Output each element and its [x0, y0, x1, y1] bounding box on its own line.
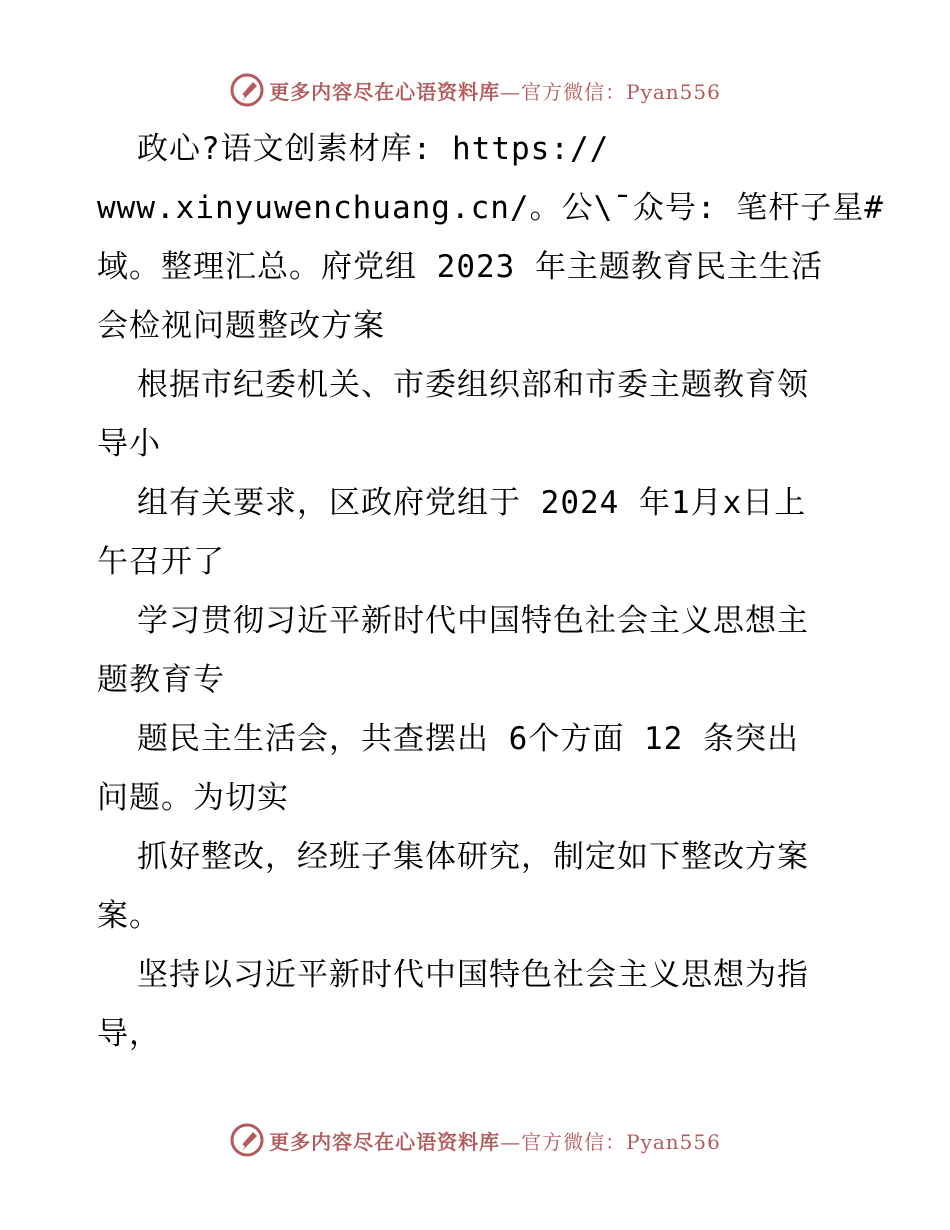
text-line: 组有关要求，区政府党组于 2024 年1月x日上 [137, 485, 807, 521]
text-line: 题教育专 [97, 662, 225, 698]
text-line: 域。整理汇总。府党组 2023 年主题教育民主生活 [97, 249, 823, 285]
pen-logo-icon [229, 72, 265, 108]
text-line: 政心?语文创素材库: https:// [137, 131, 610, 167]
text-line: 导， [97, 1016, 161, 1052]
banner-separator: — [500, 1129, 522, 1154]
text-line: 根据市纪委机关、市委组织部和市委主题教育领 [137, 367, 809, 403]
text-line: 问题。为切实 [97, 780, 289, 816]
banner-text [269, 76, 721, 105]
text-line: 学习贯彻习近平新时代中国特色社会主义思想主 [137, 603, 809, 639]
pen-logo-icon [229, 1122, 265, 1158]
banner-slogan: 更多内容尽在心语资料库 [269, 1129, 501, 1154]
text-line: 题民主生活会，共查摆出 6个方面 12 条突出 [137, 721, 799, 757]
text-line: 导小 [97, 426, 161, 462]
document-body [97, 120, 884, 1064]
banner-contact: 官方微信：Pyan556 [521, 1129, 721, 1154]
text-line: www.xinyuwenchuang.cn/。公\¯众号: 笔杆子星# [97, 190, 884, 226]
banner-contact: 官方微信：Pyan556 [521, 79, 721, 104]
text-line: 午召开了 [97, 544, 225, 580]
text-line: 案。 [97, 898, 161, 934]
banner-text [269, 1126, 721, 1155]
text-line: 坚持以习近平新时代中国特色社会主义思想为指 [137, 957, 809, 993]
text-line: 会检视问题整改方案 [97, 308, 385, 344]
text-line: 抓好整改，经班子集体研究，制定如下整改方案 [137, 839, 809, 875]
footer-watermark-banner [0, 1120, 950, 1160]
header-watermark-banner [0, 70, 950, 110]
banner-separator: — [500, 79, 522, 104]
banner-slogan: 更多内容尽在心语资料库 [269, 79, 501, 104]
